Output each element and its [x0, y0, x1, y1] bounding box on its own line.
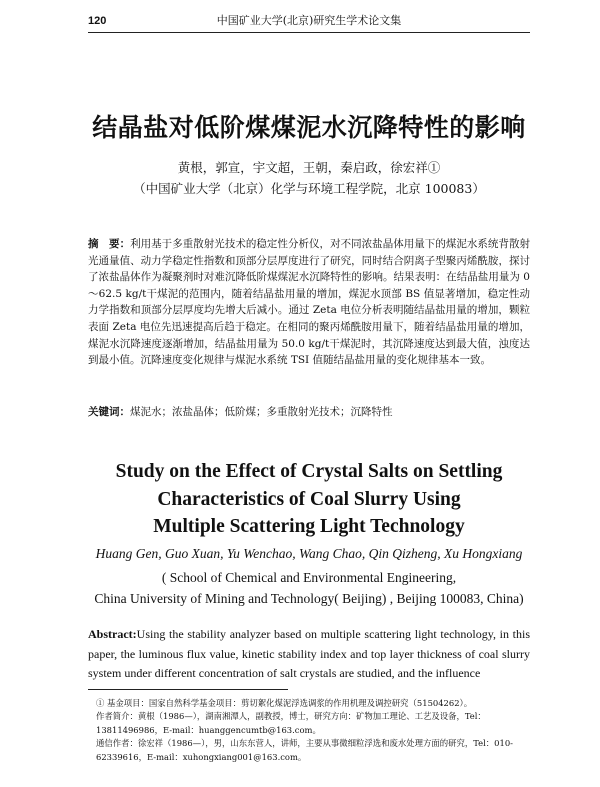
- journal-name: 中国矿业大学(北京)研究生学术论文集: [216, 14, 402, 27]
- english-authors: Huang Gen, Guo Xuan, Yu Wenchao, Wang Chao, Qin Qizheng, Xu Hongxiang: [95, 546, 523, 561]
- chinese-abstract-label: 摘 要：: [88, 238, 131, 250]
- english-abstract-text: Using the stability analyzer based on multiple scattering light technology, in this paper, the luminous flux value, kinetic stability index and top layer thickness of coal slurry system under different concentration of salt crystals are studied, and the influence: [88, 627, 530, 680]
- chinese-authors: 黄根，郭宣，宇文超，王朝，秦启政，徐宏祥①: [177, 160, 441, 175]
- english-abstract: [88, 625, 530, 684]
- english-affiliation-line: China University of Mining and Technology( Beijing) , Beijing 100083, China): [94, 591, 524, 606]
- footnotes: [88, 697, 530, 764]
- chinese-keywords-label: 关键词：: [88, 406, 130, 418]
- chinese-affiliation: （中国矿业大学（北京）化学与环境工程学院，北京 100083）: [133, 181, 485, 196]
- page-number: 120: [88, 15, 107, 27]
- chinese-abstract: [88, 236, 530, 369]
- footnote-divider: [88, 689, 288, 690]
- english-title-line: Study on the Effect of Crystal Salts on Settling: [115, 461, 503, 482]
- running-header: [88, 14, 530, 33]
- english-title-line: Characteristics of Coal Slurry Using: [157, 488, 461, 510]
- footnote-corresponding: 通信作者：徐宏祥（1986—），男，山东东营人，讲师，主要从事微细粒浮选和废水处理方面的研究，Tel：010-62339616，E-mail：xuhongxiang001@163.com。: [96, 738, 514, 762]
- english-affiliation-line: ( School of Chemical and Environmental Engineering,: [161, 570, 457, 585]
- english-title-line: Multiple Scattering Light Technology: [153, 516, 465, 537]
- chinese-keywords: [88, 404, 530, 420]
- english-affiliation: [88, 567, 530, 609]
- footnote-fund: ① 基金项目：国家自然科学基金项目：剪切絮化煤泥浮选调浆的作用机理及调控研究（51504262）。: [96, 698, 473, 708]
- english-abstract-label: Abstract:: [88, 627, 137, 641]
- footnote-author-intro: 作者简介：黄根（1986—），湖南湘潭人，副教授，博士，研究方向：矿物加工理论、工艺及设备，Tel：13811496986，E-mail：huanggencumtb@163.com。: [96, 711, 486, 735]
- chinese-keywords-text: 煤泥水；浓盐晶体；低阶煤；多重散射光技术；沉降特性: [130, 406, 393, 418]
- chinese-abstract-text: 利用基于多重散射光技术的稳定性分析仪，对不同浓盐晶体用量下的煤泥水系统背散射光通量值、动力学稳定性指数和顶部分层厚度进行了研究，同时结合阴离子型聚丙烯酰胺，探讨了浓盐晶体作为凝聚剂时对难沉降低阶煤煤泥水沉降特性的影响。结果表明：在结晶盐用量为 0～62.5 kg/t干煤泥的范围内，随着结晶盐用量的增加，煤泥水顶部 BS 值显著增加，稳定性动力学指数和顶部分层厚度均先增大后减小。通过 Zeta 电位分析表明随结晶盐用量的增加，颗粒表面 Zeta 电位先迅速提高后趋于稳定。在相同的聚丙烯酰胺用量下，随着结晶盐用量的增加，煤泥水沉降速度逐渐增加，结晶盐用量为 50.0 kg/t干煤泥时，其沉降速度达到最大值，浊度达到最小值。沉降速度变化规律与煤泥水系统 TSI 值随结晶盐用量的变化规律基本一致。: [88, 238, 531, 367]
- chinese-title: 结晶盐对低阶煤煤泥水沉降特性的影响: [92, 113, 526, 142]
- english-title: [88, 458, 530, 541]
